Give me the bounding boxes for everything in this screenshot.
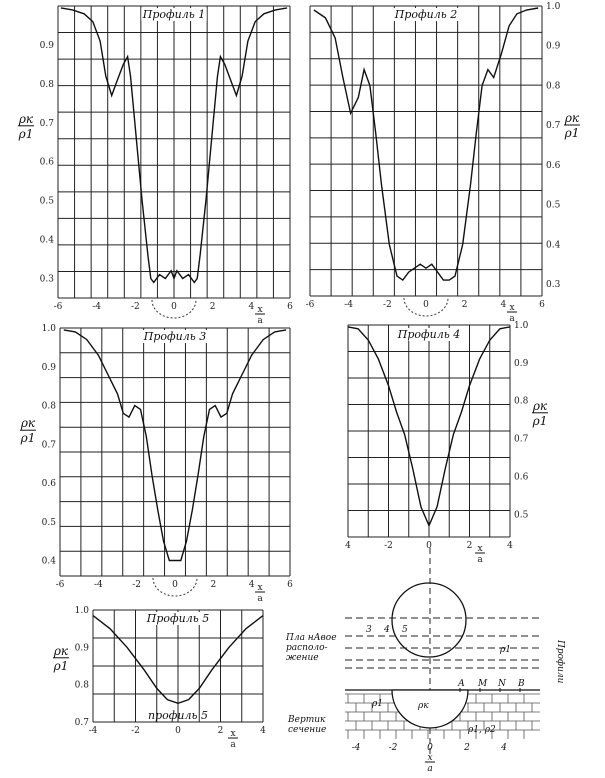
x-tick-label: 2 (210, 580, 217, 590)
y-axis-label-num: ρк (564, 111, 580, 125)
profile-number: 5 (402, 625, 408, 635)
grid-4 (348, 325, 510, 537)
x-tick-label: 4 (248, 580, 255, 590)
x-axis-label-den: a (509, 314, 515, 324)
y-tick-label: 0.9 (39, 40, 54, 51)
y-tick-label: 0.5 (39, 196, 54, 207)
x-tick-label: -2 (384, 541, 393, 551)
section-body (392, 690, 468, 728)
y-tick-label: 0.9 (546, 41, 561, 52)
x-tick-label: 0 (171, 302, 177, 312)
y-tick-label: 1.0 (41, 324, 56, 334)
plan-circle (392, 583, 466, 657)
y-tick-label: 0.7 (546, 121, 561, 132)
x-tick-label: -6 (53, 302, 63, 312)
y-tick-label: 0.6 (39, 157, 54, 168)
profiles-label: Профили (555, 640, 565, 684)
grid-5 (93, 610, 263, 722)
x-tick-label: -4 (344, 300, 354, 310)
chart-title: Профиль 4 (397, 328, 461, 341)
x-tick-label: 4 (248, 302, 255, 312)
y-tick-label: 0.4 (546, 240, 561, 251)
y-tick-label: 0.5 (514, 510, 529, 521)
y-axis-label-num: ρк (532, 398, 548, 413)
x-tick-label: -6 (305, 300, 315, 310)
x-axis-label-num: x (257, 305, 263, 315)
x-tick-label: -4 (92, 302, 102, 312)
x-tick-label: 2 (209, 302, 216, 312)
scheme-x-tick: 2 (464, 743, 470, 753)
y-tick-label: 0.5 (546, 200, 561, 211)
x-tick-label: 6 (287, 580, 293, 590)
plan-label-line: жение (286, 653, 319, 663)
scheme-x-tick: -4 (351, 743, 361, 753)
y-tick-label: 0.8 (74, 680, 89, 691)
grid-2 (310, 6, 542, 296)
y-tick-label: 0.4 (41, 556, 56, 567)
y-tick-label: 0.6 (546, 160, 561, 171)
y-tick-label: 0.7 (39, 118, 54, 129)
y-tick-label: 1.0 (546, 2, 561, 12)
y-tick-label: 0.9 (74, 643, 89, 654)
scheme-x-tick: 0 (427, 743, 433, 753)
x-tick-label: 0 (423, 300, 429, 310)
scheme-x-tick: -2 (388, 743, 398, 753)
x-axis-label-num: x (230, 729, 236, 739)
y-axis-label-num: ρк (53, 643, 69, 658)
x-tick-label: -2 (382, 300, 392, 310)
x-tick-label: 4 (345, 541, 351, 551)
y-axis-label-den: ρ1 (20, 431, 36, 446)
y-tick-label: 0.8 (41, 401, 56, 412)
y-tick-label: 0.8 (39, 79, 54, 90)
profile-number: 4 (384, 625, 390, 635)
point-label: N (498, 679, 506, 689)
point-label: А (458, 679, 465, 689)
chart-title: Профиль 1 (142, 8, 206, 21)
x-tick-label: 4 (260, 726, 266, 736)
x-tick-label: 0 (172, 580, 178, 590)
y-tick-label: 0.3 (39, 274, 54, 285)
y-tick-label: 0.8 (514, 396, 529, 407)
y-tick-label: 1.0 (74, 606, 89, 616)
y-tick-label: 0.4 (39, 235, 54, 246)
plan-label-line: Пла нАвое (286, 633, 337, 643)
panel-3 (20, 324, 293, 604)
panel-2 (306, 2, 580, 324)
x-tick-label: -2 (131, 726, 140, 736)
grid-1 (58, 6, 290, 298)
x-axis-label-den: a (477, 555, 483, 565)
y-axis-label-num: ρк (20, 416, 36, 431)
panel-5 (53, 606, 266, 750)
chart-title: Профиль 2 (394, 8, 458, 21)
y-tick-label: 0.6 (514, 472, 529, 483)
x-axis-label-den: a (257, 594, 263, 604)
x-axis-label-num: x (477, 544, 483, 554)
grid-3 (60, 328, 290, 576)
x-tick-label: 4 (507, 541, 513, 551)
x-tick-label: -2 (132, 580, 142, 590)
section-label-line: сечение (288, 725, 327, 735)
x-axis-label-den: a (257, 316, 263, 326)
x-axis-label-den: a (230, 740, 236, 750)
x-tick-label: -4 (93, 580, 103, 590)
x-axis-label-num: x (509, 303, 515, 313)
scheme-x-tick: 4 (501, 743, 507, 753)
label-rho1-section: ρ1 (372, 699, 384, 709)
plan-label-line: располо- (286, 643, 328, 653)
point-label: М (478, 679, 488, 689)
panel-1 (18, 6, 293, 326)
label-rho2: ρ1, ρ2 (468, 725, 496, 735)
y-axis-label-den: ρ1 (532, 413, 548, 428)
y-tick-label: 1.0 (514, 321, 529, 331)
panel-4 (345, 321, 548, 565)
x-axis-label-num: x (257, 583, 263, 593)
scheme-xlabel-num: x (427, 753, 433, 763)
x-tick-label: -6 (55, 580, 65, 590)
y-tick-label: 0.7 (74, 718, 89, 728)
y-axis-label-den: ρ1 (564, 126, 580, 140)
section-label-line: Вертик (288, 715, 326, 725)
x-tick-label: -2 (130, 302, 140, 312)
y-tick-label: 0.9 (514, 358, 529, 369)
y-tick-label: 0.7 (514, 434, 529, 445)
x-tick-label: -4 (88, 726, 98, 736)
x-tick-label: 6 (539, 300, 545, 310)
y-tick-label: 0.8 (546, 81, 561, 92)
chart-title: Профиль 5 (146, 612, 210, 625)
scheme (285, 548, 565, 774)
y-axis-label-den: ρ1 (53, 658, 69, 673)
x-tick-label: 0 (175, 726, 181, 736)
x-tick-label: 2 (461, 300, 468, 310)
y-tick-label: 0.6 (41, 479, 56, 489)
profile-number: 3 (366, 625, 372, 635)
profile-5-bottom-label: профиль 5 (148, 709, 208, 722)
chart-title: Профиль 3 (143, 330, 207, 343)
label-rhok: ρк (418, 701, 429, 711)
y-tick-label: 0.5 (41, 517, 56, 528)
x-tick-label: 4 (500, 300, 507, 310)
scheme-xlabel-den: a (427, 764, 433, 774)
y-tick-label: 0.9 (41, 362, 56, 373)
y-tick-label: 0.7 (41, 440, 56, 451)
x-tick-label: 2 (217, 726, 224, 736)
x-tick-label: 2 (466, 541, 473, 551)
point-label: B (518, 679, 525, 689)
y-axis-label-num: ρк (18, 111, 34, 126)
label-rho1-plan: ρ1 (500, 645, 512, 655)
y-tick-label: 0.3 (546, 280, 561, 291)
x-tick-label: 6 (287, 302, 293, 312)
y-axis-label-den: ρ1 (18, 126, 34, 141)
x-tick-label: 0 (426, 541, 432, 551)
series-line (314, 8, 538, 280)
